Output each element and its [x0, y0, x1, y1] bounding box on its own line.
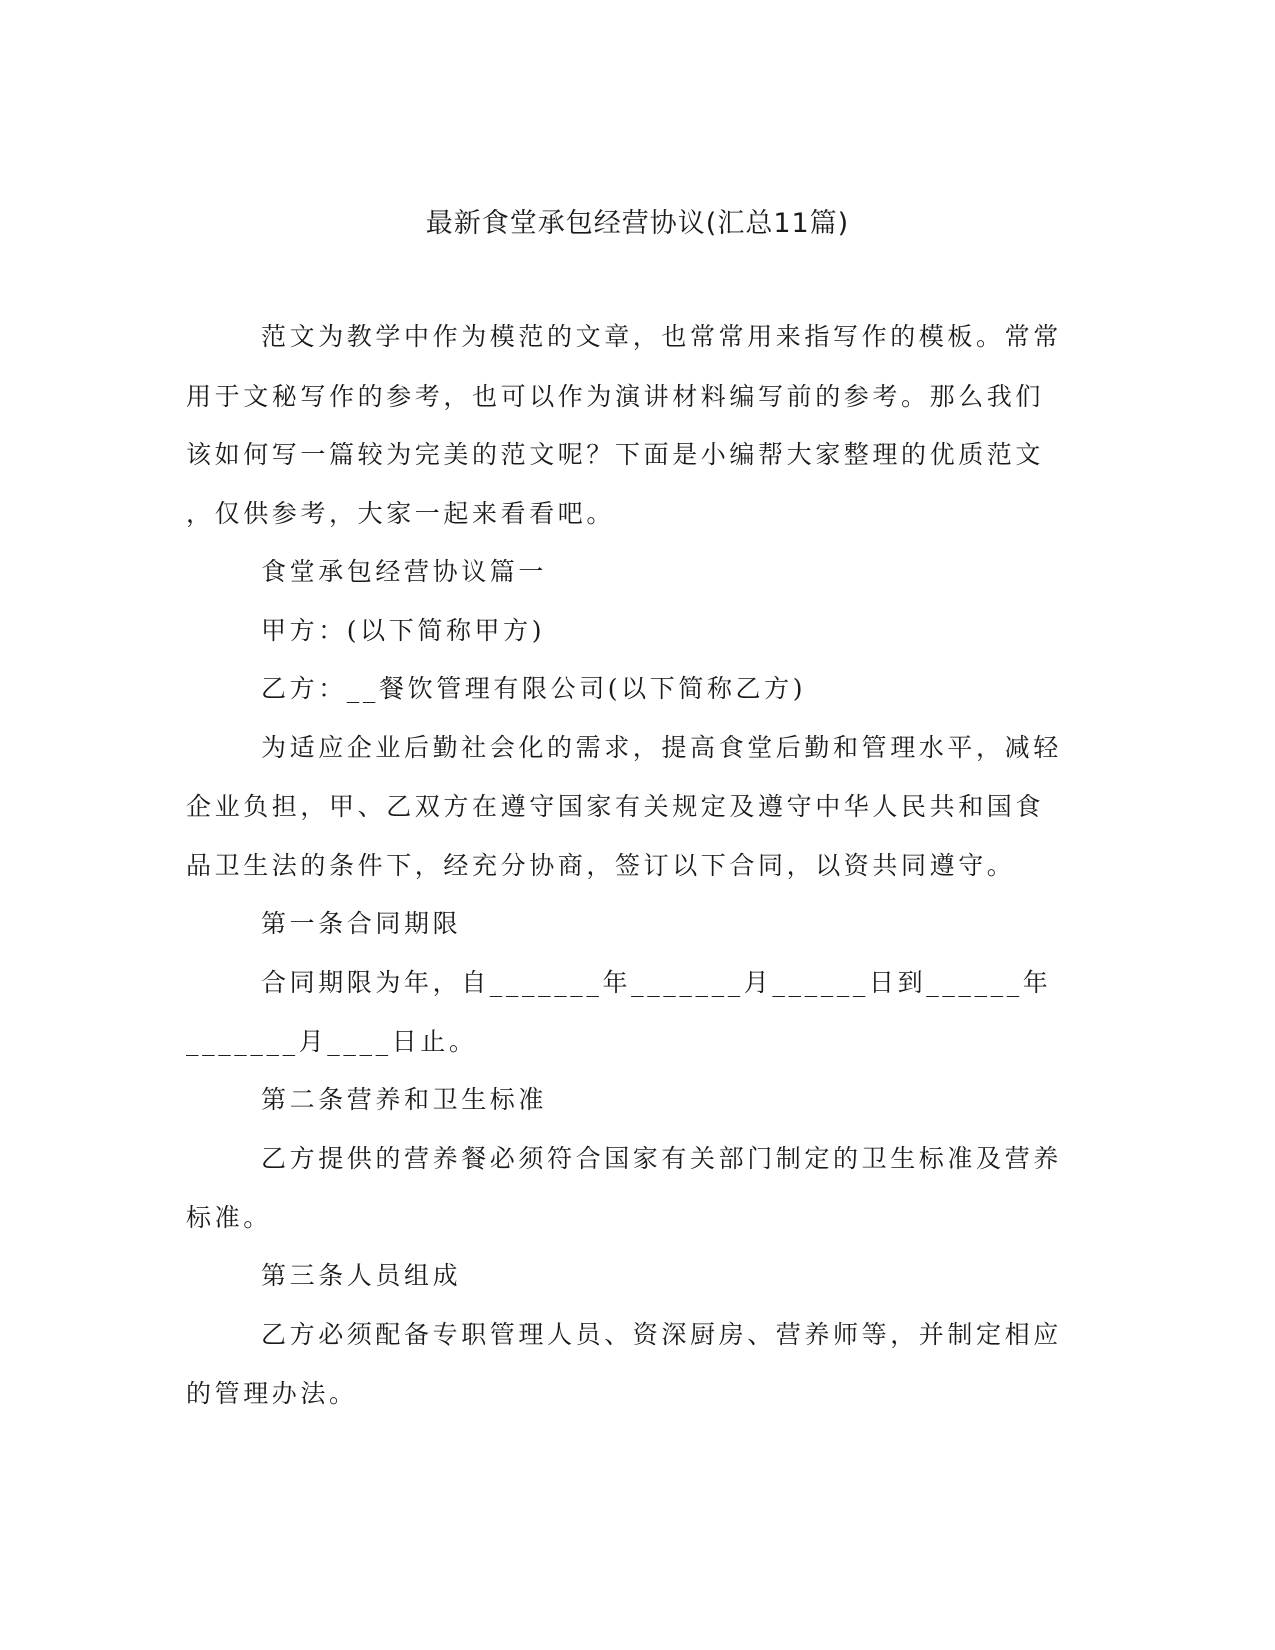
article-three-text-line-2: 的管理办法。: [186, 1379, 358, 1408]
document-title: 最新食堂承包经营协议(汇总11篇): [425, 208, 850, 239]
section-heading-part-one: 食堂承包经营协议篇一: [261, 557, 548, 586]
paragraph-purpose-line-2: 企业负担，甲、乙双方在遵守国家有关规定及遵守中华人民共和国食: [186, 792, 1045, 821]
article-three-heading: 第三条人员组成: [261, 1261, 462, 1290]
paragraph-intro-line-1: 范文为教学中作为模范的文章，也常常用来指写作的模板。常常: [261, 322, 1062, 351]
article-one-text-line-1: 合同期限为年，自_______年_______月______日到______年: [261, 968, 1052, 997]
party-a-line: 甲方：(以下简称甲方): [261, 616, 546, 645]
paragraph-intro-line-3: 该如何写一篇较为完美的范文呢？下面是小编帮大家整理的优质范文: [186, 440, 1045, 469]
paragraph-purpose-line-1: 为适应企业后勤社会化的需求，提高食堂后勤和管理水平，减轻: [261, 733, 1062, 762]
party-b-line: 乙方：__餐饮管理有限公司(以下简称乙方): [261, 674, 807, 703]
paragraph-intro-line-2: 用于文秘写作的参考，也可以作为演讲材料编写前的参考。那么我们: [186, 382, 1045, 411]
paragraph-intro-line-4: ，仅供参考，大家一起来看看吧。: [186, 499, 616, 528]
article-two-heading: 第二条营养和卫生标准: [261, 1085, 548, 1114]
article-three-text-line-1: 乙方必须配备专职管理人员、资深厨房、营养师等，并制定相应: [261, 1320, 1062, 1349]
article-one-text-line-2: _______月____日止。: [186, 1027, 478, 1056]
article-two-text-line-2: 标准。: [186, 1203, 272, 1232]
paragraph-purpose-line-3: 品卫生法的条件下，经充分协商，签订以下合同，以资共同遵守。: [186, 851, 1016, 880]
article-one-heading: 第一条合同期限: [261, 909, 462, 938]
article-two-text-line-1: 乙方提供的营养餐必须符合国家有关部门制定的卫生标准及营养: [261, 1144, 1062, 1173]
